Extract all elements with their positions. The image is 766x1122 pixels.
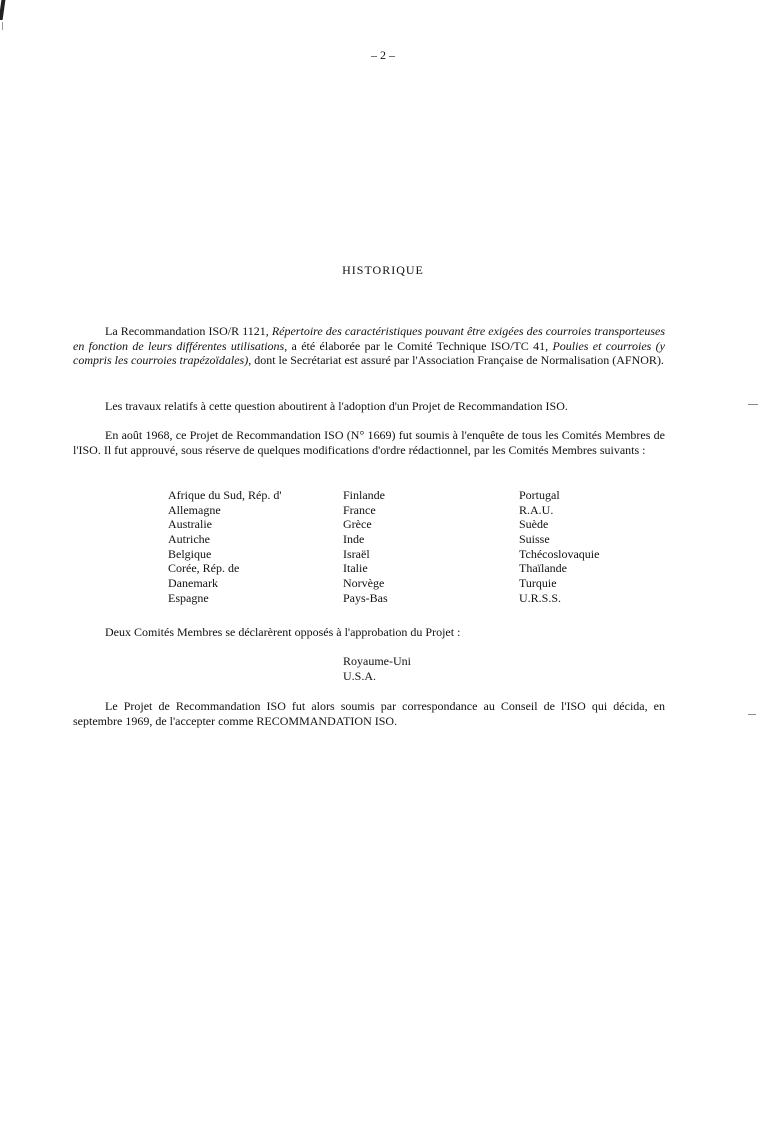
paragraph-opposition: Deux Comités Membres se déclarèrent opposés à l'approbation du Projet : <box>105 625 461 639</box>
member-country: Turquie <box>519 576 557 591</box>
member-country: U.R.S.S. <box>519 590 562 605</box>
member-country: Suède <box>519 517 549 532</box>
member-country: Allemagne <box>168 502 221 517</box>
approving-members-column-1 <box>168 488 281 606</box>
paragraph-enquiry: En août 1968, ce Projet de Recommandation ISO (N° 1669) fut soumis à l'enquête de tous les Comités Membres de l'ISO. Il fut approuvé, sous réserve de quelques modifications d'ordre rédactionnel, par les Comités Membres suivants : <box>73 428 665 457</box>
approving-members-column-2 <box>343 488 388 606</box>
member-country: Portugal <box>519 488 560 502</box>
section-heading: HISTORIQUE <box>342 263 424 277</box>
member-country: Autriche <box>168 532 210 547</box>
opposing-members-list <box>343 654 411 683</box>
member-country: R.A.U. <box>519 502 554 517</box>
member-country: Inde <box>343 532 365 547</box>
paragraph-adoption: Les travaux relatifs à cette question aboutirent à l'adoption d'un Projet de Recommandation ISO. <box>105 399 568 413</box>
member-country: Corée, Rép. de <box>168 561 240 576</box>
scan-mark <box>2 22 3 30</box>
member-country: Grèce <box>343 517 372 532</box>
committee-name: Poulies et courroies (y compris les courroies trapézoïdales) <box>73 338 665 368</box>
paragraph-introduction <box>73 324 665 368</box>
member-country: Australie <box>168 517 212 532</box>
member-country: Norvège <box>343 576 385 591</box>
scan-mark <box>748 404 758 405</box>
approving-members-column-3 <box>519 488 599 606</box>
member-country: Belgique <box>168 546 212 561</box>
member-country: Suisse <box>519 532 550 547</box>
member-country: Afrique du Sud, Rép. d' <box>168 488 282 502</box>
member-country: France <box>343 502 376 517</box>
member-country: Tchécoslovaquie <box>519 546 600 561</box>
member-country: Royaume-Uni <box>343 654 411 668</box>
member-country: U.S.A. <box>343 668 377 683</box>
paragraph-council-decision: Le Projet de Recommandation ISO fut alors soumis par correspondance au Conseil de l'ISO qui décida, en septembre 1969, de l'accepter comme RECOMMANDATION ISO. <box>73 699 665 728</box>
member-country: Italie <box>343 561 368 576</box>
member-country: Pays-Bas <box>343 590 388 605</box>
paragraph-text: , dont le Secrétariat est assuré par l'Association Française de Normalisation (AFNOR). <box>248 353 664 368</box>
paragraph-text: , a été élaborée par le Comité Technique ISO/TC 41, <box>284 338 553 353</box>
member-country: Israël <box>343 546 370 561</box>
member-country: Espagne <box>168 590 209 605</box>
member-country: Thaïlande <box>519 561 567 576</box>
paragraph-text: La Recommandation ISO/R 1121, <box>105 324 272 338</box>
recommendation-title: Répertoire des caractéristiques pouvant être exigées des courroies transporteuses en fonction de leurs différentes utilisations <box>73 324 665 353</box>
scan-mark <box>0 0 5 20</box>
page-number: – 2 – <box>371 48 395 62</box>
scan-mark <box>748 714 756 715</box>
member-country: Finlande <box>343 488 385 502</box>
member-country: Danemark <box>168 576 218 591</box>
